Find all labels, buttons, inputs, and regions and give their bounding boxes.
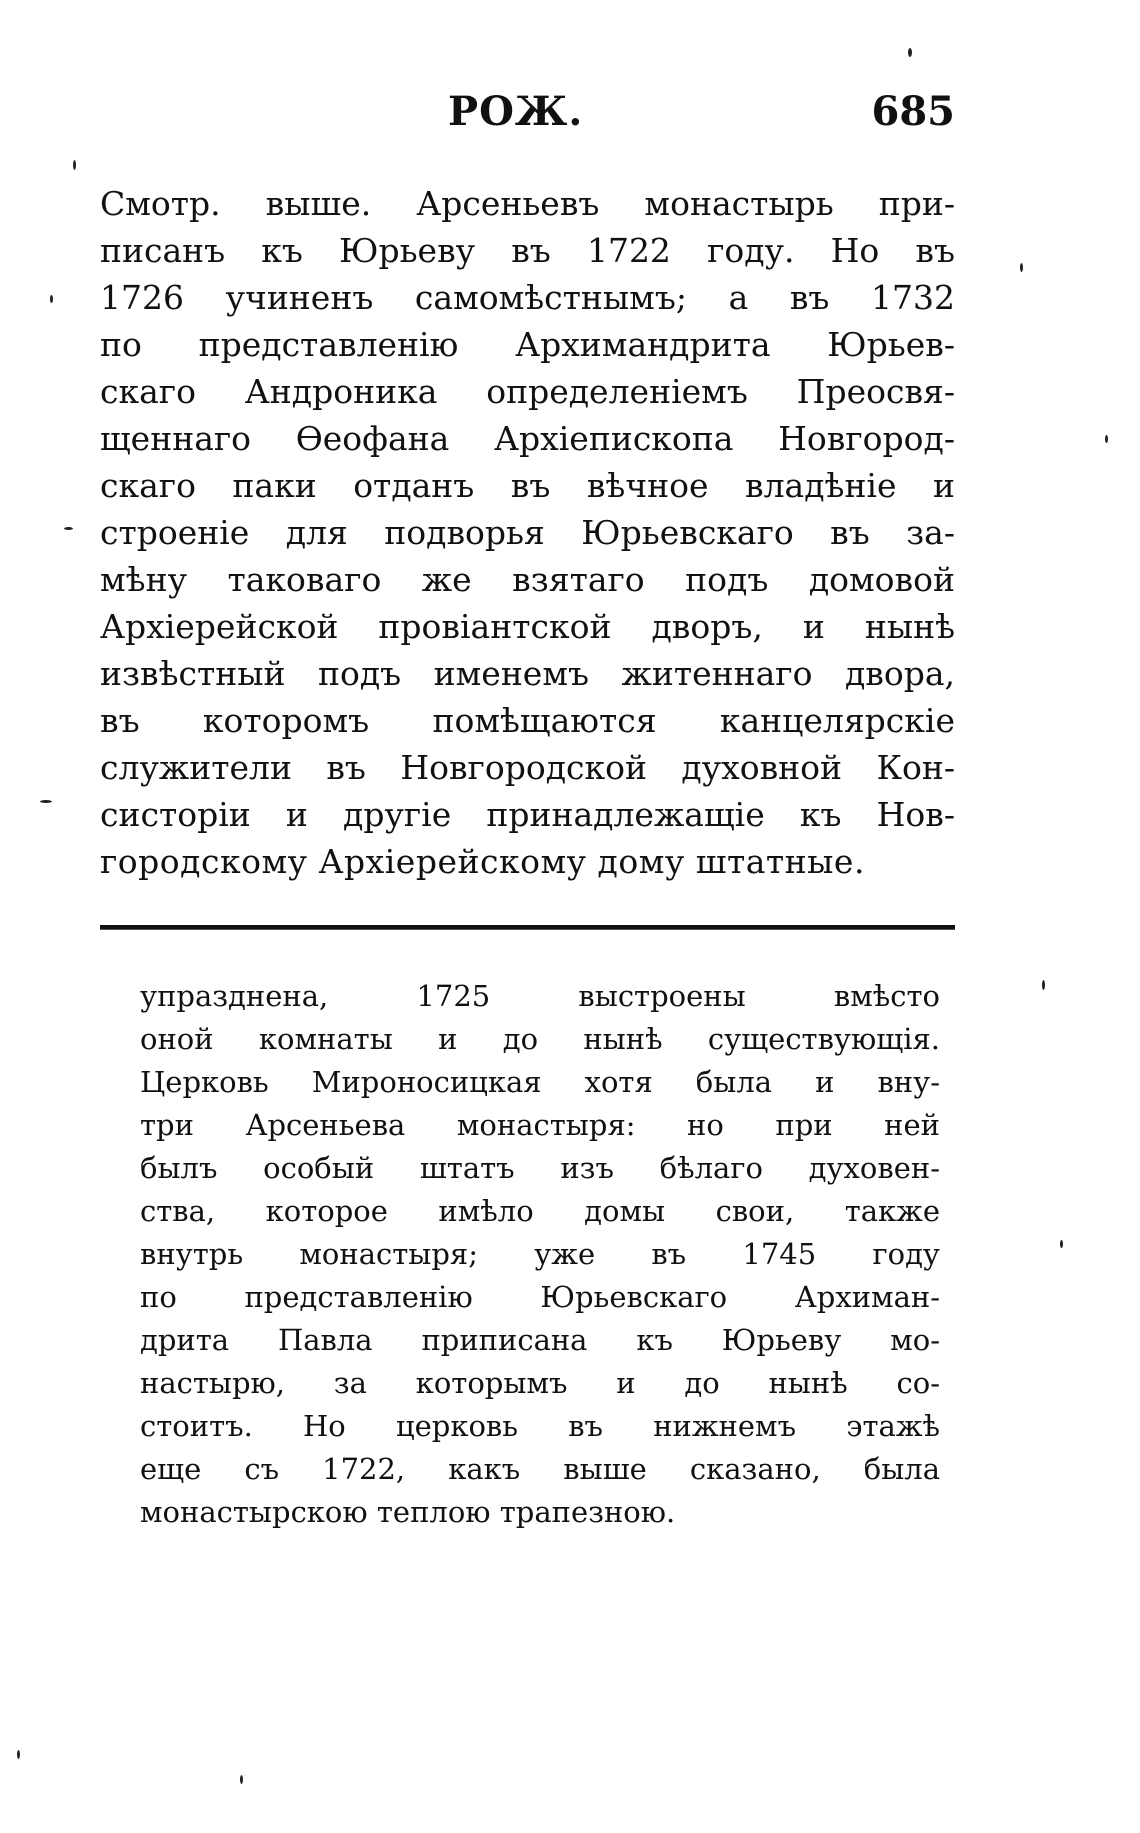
text-line: мѣну таковаго же взятаго подъ домовой xyxy=(100,560,955,599)
running-head xyxy=(100,88,955,136)
scan-speck xyxy=(1020,263,1023,272)
scan-speck xyxy=(50,295,53,303)
footnote-line: по представленію Юрьевскаго Архиман- xyxy=(140,1280,940,1314)
footnote-line: внутрь монастыря; уже въ 1745 году xyxy=(140,1237,940,1271)
text-line: Смотр. выше. Арсеньевъ монастырь при- xyxy=(100,184,955,223)
text-line: служители въ Новгородской духовной Кон- xyxy=(100,748,955,787)
footnote-line: ства, которое имѣло домы свои, также xyxy=(140,1194,940,1228)
text-line: строеніе для подворья Юрьевскаго въ за- xyxy=(100,513,955,552)
footnote-line: три Арсеньева монастыря: но при ней xyxy=(140,1108,940,1142)
footnote-line: монастырскою теплою трапезною. xyxy=(140,1495,676,1529)
text-line: по представленію Архимандрита Юрьев- xyxy=(100,325,955,364)
footnote-line: Церковь Мироносицкая хотя была и вну- xyxy=(140,1065,940,1099)
footnote-line: настырю, за которымъ и до нынѣ со- xyxy=(140,1366,940,1400)
footnote-line: еще съ 1722, какъ выше сказано, была xyxy=(140,1452,940,1486)
text-line: щеннаго Ѳеофана Архіепископа Новгород- xyxy=(100,419,955,458)
text-line: скаго Андроника определеніемъ Преосвя- xyxy=(100,372,955,411)
main-text-block xyxy=(100,180,955,885)
footnote-line: упразднена, 1725 выстроены вмѣсто xyxy=(140,979,940,1013)
scan-speck xyxy=(73,160,76,170)
text-line: 1726 учиненъ самомѣстнымъ; а въ 1732 xyxy=(100,278,955,317)
footnote-line: оной комнаты и до нынѣ существующія. xyxy=(140,1022,940,1056)
text-line: скаго паки отданъ въ вѣчное владѣніе и xyxy=(100,466,955,505)
scan-speck xyxy=(40,800,52,803)
text-line: Архіерейской провіантской дворъ, и нынѣ xyxy=(100,607,955,646)
text-line: писанъ къ Юрьеву въ 1722 году. Но въ xyxy=(100,231,955,270)
text-line: въ которомъ помѣщаются канцелярскіе xyxy=(100,701,955,740)
scan-speck xyxy=(17,1750,20,1759)
footnote-line: былъ особый штатъ изъ бѣлаго духовен- xyxy=(140,1151,940,1185)
scan-speck xyxy=(1105,435,1108,443)
running-title: РОЖ. xyxy=(448,88,584,135)
footnote-line: стоитъ. Но церковь въ нижнемъ этажѣ xyxy=(140,1409,940,1443)
scan-speck xyxy=(1060,1240,1063,1248)
scan-speck xyxy=(64,527,73,530)
scan-speck xyxy=(1042,980,1045,990)
text-line: городскому Архіерейскому дому штатные. xyxy=(100,842,865,881)
page-number: 685 xyxy=(871,88,955,135)
footnote-line: дрита Павла приписана къ Юрьеву мо- xyxy=(140,1323,940,1357)
footnote-separator-rule xyxy=(100,925,955,930)
text-line: извѣстный подъ именемъ житеннаго двора, xyxy=(100,654,955,693)
footnote-block xyxy=(140,975,940,1534)
scan-speck xyxy=(240,1775,243,1784)
text-line: систоріи и другіе принадлежащіе къ Нов- xyxy=(100,795,955,834)
scan-speck xyxy=(908,48,912,57)
